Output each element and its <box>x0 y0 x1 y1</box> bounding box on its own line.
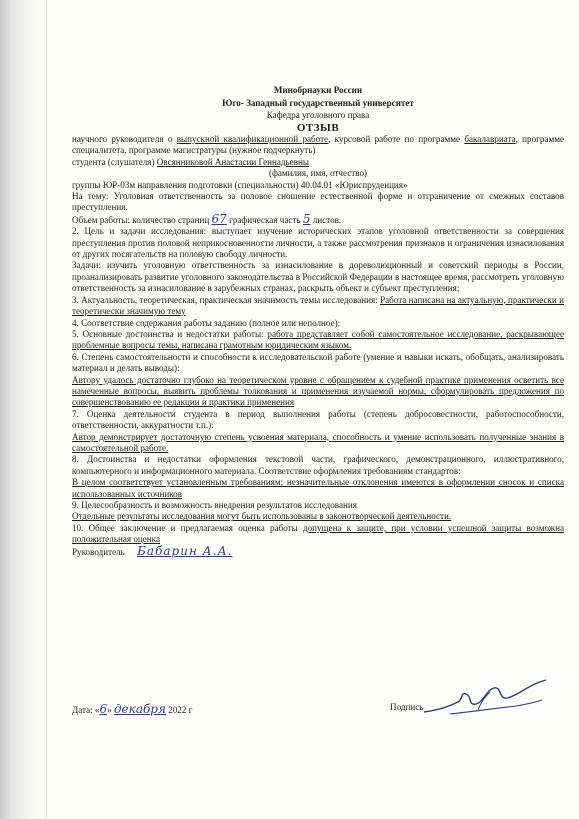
section-3 <box>72 295 564 318</box>
intro-prefix: научного руководителя о <box>72 134 177 144</box>
document-header <box>72 84 564 134</box>
intro-suffix: , программе специалитета, программе магистратуры (нужное подчеркнуть) <box>72 134 564 156</box>
section-8: 8. Достоинства и недостатки оформления текстовой части, графического, демонстрационного, иллюстративного, компьютерного и информационного материала. Соответствие оформления требованиям стандартов: <box>72 454 564 476</box>
ministry-name: Минобрнауки России <box>273 85 363 95</box>
date-year: 2022 г <box>165 705 193 715</box>
supervisor-name-handwritten: Бабарин А.А. <box>137 543 233 558</box>
intro-line <box>72 134 564 157</box>
supervisor-row <box>72 543 564 568</box>
section-6-answer: Автору удалось достаточно глубоко на теоретическом уровне с обращением к судебной практике применения осветить все намеченные вопросы, выявить проблемы толкования и применения изучаемой нормы, сформулировать предложения по совершенствованию ее редакции и практики применения <box>72 374 564 408</box>
student-label: студента (слушателя) <box>72 156 157 167</box>
section-2-goal: 2. Цель и задачи исследования: выступает изучение исторических этапов уголовной ответственности за совершения преступления против половой неприкосновенности личности, а также рассмотрения признаков и ограничения изнасилования от других посягательств на половую свободу личности. <box>72 226 564 260</box>
section-3-label: 3. Актуальность, теоретическая, практическая значимость темы исследования: <box>72 294 381 305</box>
section-10 <box>72 523 564 546</box>
student-name: Овсянниковой Анастасии Геннадьевны <box>156 156 309 167</box>
section-5-answer: работа представляет собой самостоятельное исследование, раскрывающее проблемные вопросы темы, написана грамотным юридическим языком. <box>72 328 564 351</box>
supervisor-label: Руководитель <box>72 546 125 557</box>
section-5-label: 5. Основные достоинства и недостатки работы: <box>72 328 268 339</box>
signature-label: Подпись <box>390 702 424 712</box>
section-8-answer: В целом соответствует установленным требованиям; незначительные отклонения имеются в оформлении сносок и списка использованных источников <box>72 477 564 499</box>
fio-hint: (фамилия, имя, отчество) <box>268 168 368 179</box>
section-7-answer: Автор демонстрирует достаточную степень усвоения материала, способность и умение использовать полученные знания в самостоятельной работе. <box>72 431 564 453</box>
date-month-handwritten: декабря <box>113 702 166 716</box>
review-document <box>72 84 564 568</box>
scan-edge-line <box>46 0 47 819</box>
section-9-answer: Отдельные результаты исследования могут быть использованы в законотворческой деятельности. <box>72 511 452 522</box>
scan-shadow <box>0 0 42 819</box>
section-2-tasks: Задачи: изучить уголовную ответственность за изнасилование в дореволюционный и советский периоды в России, проанализировать развитие уголовного законодательства в Российской Федерации в настоящее время, рассмотреть уголовную ответственность за изнасилование в зарубежных странах, раскрыть объект и субъект преступления; <box>72 260 564 294</box>
intro-middle: , курсовой работе по программе <box>328 134 465 144</box>
section-3-answer: Работа написана на актуальную, практически и теоретически значимую тему <box>72 294 564 317</box>
signature-scribble <box>420 676 560 724</box>
intro-underlined-bachelor: бакалавриата <box>464 134 516 144</box>
volume-pages-handwritten: 67 <box>211 211 227 226</box>
date-quote-close: » <box>107 705 114 715</box>
volume-line <box>72 211 564 226</box>
date-day-handwritten: 6 <box>99 702 108 716</box>
section-5 <box>72 329 564 352</box>
section-7: 7. Оценка деятельности студента в период выполнения работы (степень добросовестности, работоспособности, ответственности, аккуратности т.п.): <box>72 408 564 431</box>
volume-graphic-label: графическая часть <box>226 214 303 225</box>
section-9: 9. Целесообразность и возможность внедрения результатов исследования <box>72 500 357 510</box>
section-10-answer: допущена к защите, при условии успешной защиты возможна положительная оценка <box>72 522 564 545</box>
university-name: Юго- Западный государственный университет <box>222 97 414 108</box>
student-line <box>72 157 564 168</box>
section-10-label: 10. Общее заключение и предлагаемая оценка работы <box>72 522 303 533</box>
section-6: 6. Степень самостоятельности и способности к исследовательской работе (умение и навыки искать, обобщать, анализировать материал и делать выводы): <box>72 351 564 374</box>
volume-graphic-handwritten: 5 <box>302 211 311 226</box>
volume-pages-label: Объем работы: количество страниц <box>72 214 212 225</box>
department-name: Кафедра уголовного права <box>266 110 370 120</box>
topic-label: На тему: <box>72 191 114 202</box>
date-label: Дата: « <box>72 705 100 715</box>
group-line: группы ЮР-03м направления подготовки (специальности) 40.04.01 «Юриспруденция» <box>72 179 408 190</box>
volume-suffix: листов. <box>310 214 342 225</box>
topic-text: Уголовная ответственность за половое сношение естественной форме и отграничение от смежных составов преступления. <box>72 191 564 213</box>
document-title: ОТЗЫВ <box>296 121 340 134</box>
section-4: 4. Соответствие содержания работы заданию (полное или неполное): <box>72 317 341 328</box>
topic-line <box>72 191 564 214</box>
intro-underlined-vkr: выпускной квалификационной работе <box>176 134 329 144</box>
